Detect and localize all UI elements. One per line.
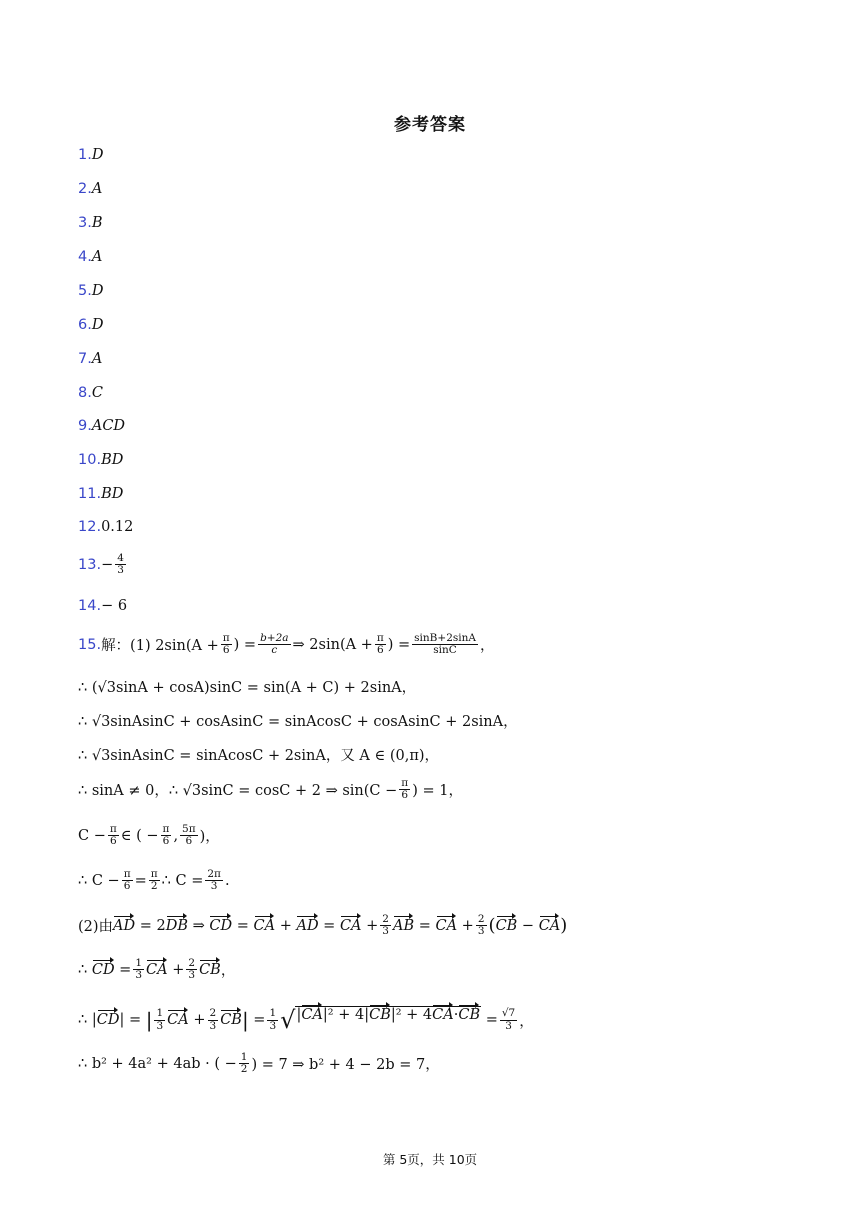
q15-line-6: C − $\frac{\pi}{6}$ ∈ ( − $\frac{\pi}{6}$ , $\frac{5\pi}{6}$ )，: [78, 823, 220, 848]
answer-5: 5. D: [78, 283, 104, 299]
q15-line-8: (2)由 AD = 2 DB ⇒ CD = CA + AD = CA + $\frac{2}{3}$ AB = CA + $\frac{2}{3}$ ( CB − CA ): [78, 913, 568, 938]
answer-13: 13. − $\frac{4}{3}$: [78, 552, 124, 577]
answer-1: 1. D: [78, 147, 104, 163]
page-footer: 第 5页，共 10页: [382, 1152, 478, 1167]
q15-line-9: ∴ CD = $\frac{1}{3}$ CA + $\frac{2}{3}$ CB ，: [78, 957, 236, 982]
page-title: 参考答案: [394, 115, 466, 135]
q15-line-7: ∴ C − $\frac{\pi}{6}$ = $\frac{\pi}{2}$ ∴ C = $\frac{2\pi}{3}$ .: [78, 868, 230, 893]
answer-4: 4. A: [78, 249, 103, 265]
q15-line-1: 15. 解：(1) 2sin(A + $\frac{\pi}{6}$ ) = $\frac{b+2a}{c}$ ⇒ 2sin(A + $\frac{\pi}{6}$ ) = $\frac{\sin B+2\sin A}{\sin C}$ ，: [78, 632, 495, 657]
answer-9: 9. ACD: [78, 418, 126, 434]
answer-2: 2. A: [78, 181, 103, 197]
q15-line-4: ∴ √3sinAsinC = sinAcosC + 2sinA，又 A ∈ (0,π)，: [78, 748, 440, 764]
fraction: $\frac{4}{3}$: [117, 552, 124, 577]
q15-line-5: ∴ sinA ≠ 0，∴ √3sinC = cosC + 2 ⇒ sin(C − $\frac{\pi}{6}$ ) = 1，: [78, 777, 463, 802]
q15-line-3: ∴ √3sinAsinC + cosAsinC = sinAcosC + cosAsinC + 2sinA，: [78, 714, 518, 730]
answer-11: 11. BD: [78, 486, 124, 502]
answer-6: 6. D: [78, 317, 104, 333]
sqrt-expression: √ |CA|² + 4|CB|² + 4CA·CB: [280, 1006, 481, 1034]
answer-8: 8. C: [78, 385, 103, 401]
answer-10: 10. BD: [78, 452, 124, 468]
answer-14: 14. − 6: [78, 598, 128, 614]
q15-line-2: ∴ (√3sinA + cosA)sinC = sin(A + C) + 2sinA，: [78, 680, 417, 696]
q15-line-10: ∴ | CD | = | $\frac{1}{3}$ CA + $\frac{2}{3}$ CB | = $\frac{1}{3}$ √ |CA|² + 4|CB|² + 4CA·CB = $\frac{√7}{3}$ ，: [78, 1006, 534, 1034]
answer-3: 3. B: [78, 215, 103, 231]
q15-line-11: ∴ b² + 4a² + 4ab · ( − $\frac{1}{2}$ ) = 7 ⇒ b² + 4 − 2b = 7，: [78, 1051, 440, 1076]
answer-12: 12. 0.12: [78, 519, 134, 535]
answer-7: 7. A: [78, 351, 103, 367]
